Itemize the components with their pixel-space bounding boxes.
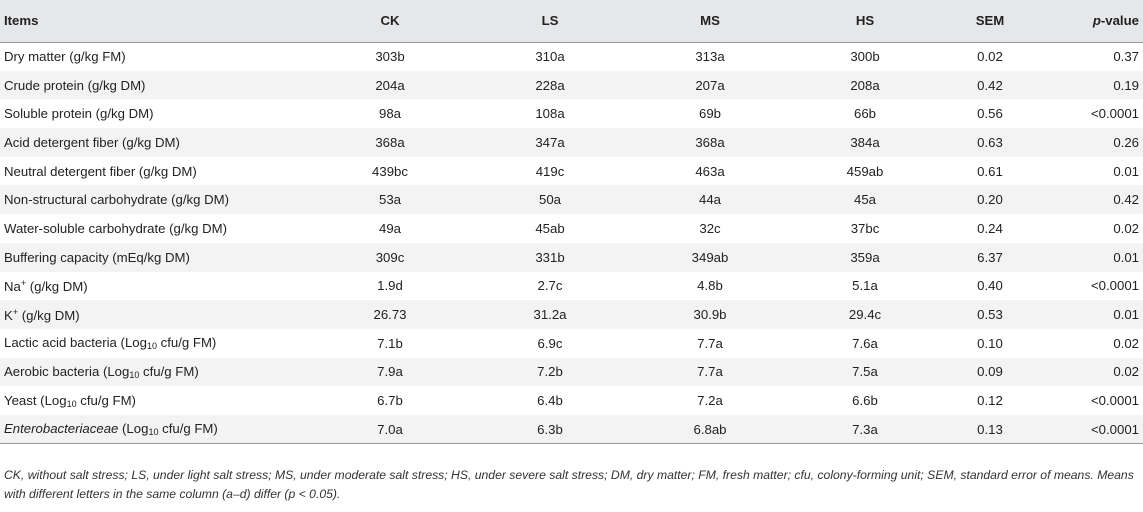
cell-ck: 53a [378,192,401,208]
item-label [0,329,310,358]
cell-sem: 0.53 [977,307,1003,323]
item-label-prefix: Na [4,278,21,294]
cell-ls: 45ab [535,220,565,236]
cell-ck: 303b [375,49,405,65]
item-label-subscript: 10 [148,427,159,438]
cell-sem: 0.12 [977,393,1003,409]
cell-ck: 309c [375,249,405,265]
cell-sem: 0.13 [940,415,1040,444]
item-label [0,42,310,71]
cell-p-value: 0.01 [1113,307,1139,323]
item-label-prefix: Neutral detergent fiber (g/kg DM) [4,163,197,179]
cell-ms: 32c [699,220,721,236]
item-label-subscript: 10 [146,341,157,352]
cell-ls: 108a [535,106,565,122]
item-label-suffix: cfu/g FM) [139,363,199,379]
table-row [0,42,1143,71]
cell-ck: 204a [375,77,405,93]
cell-ck: 7.9a [377,364,403,380]
cell-sem: 0.24 [977,220,1003,236]
cell-sem: 0.20 [977,192,1003,208]
table-row [0,71,1143,100]
cell-sem: 0.61 [977,163,1003,179]
cell-hs: 7.6a [852,335,878,351]
cell-ls: 6.3b [470,415,630,444]
header-row [0,0,1143,42]
cell-p-value: <0.0001 [1090,106,1139,122]
cell-ms: 7.2a [697,393,723,409]
header-p-value [1040,0,1143,42]
table-row [0,272,1143,301]
cell-ms: 4.8b [697,278,723,294]
item-label-suffix: cfu/g FM) [156,335,217,351]
table-row [0,386,1143,415]
cell-p-value: 0.01 [1113,163,1139,179]
cell-hs: 384a [850,134,880,150]
cell-p-value: <0.0001 [1090,278,1139,294]
table-row [0,99,1143,128]
cell-p-value: 0.02 [1113,335,1139,351]
header-ck: CK [310,0,470,42]
cell-ck: 98a [378,106,401,122]
item-label [0,243,310,272]
item-label-prefix: Lactic acid bacteria (Log [4,335,147,351]
cell-hs: 37bc [850,220,880,236]
cell-p-value: 0.19 [1113,77,1139,93]
cell-sem: 0.02 [977,49,1003,65]
table-row [0,157,1143,186]
cell-p-value: 0.02 [1113,364,1139,380]
cell-p-value: 0.37 [1113,49,1139,65]
cell-p-value: <0.0001 [1090,393,1139,409]
item-label [0,386,310,415]
cell-ms: 7.7a [697,335,723,351]
item-label-prefix: Yeast (Log [4,392,67,408]
item-label-prefix: Aerobic bacteria (Log [4,363,130,379]
item-label [0,358,310,387]
header-p-suffix: -value [1100,13,1139,29]
cell-ms: 30.9b [693,307,727,323]
cell-ls: 2.7c [537,278,563,294]
item-label-italic: Enterobacteriaceae [4,421,119,437]
item-label-prefix: Water-soluble carbohydrate (g/kg DM) [4,220,228,236]
cell-ck: 368a [375,134,405,150]
header-ls: LS [470,0,630,42]
item-label-subscript: 10 [129,369,140,380]
item-label-suffix: cfu/g FM) [158,421,218,437]
item-label-prefix: Buffering capacity (mEq/kg DM) [4,249,190,265]
cell-hs: 208a [850,77,880,93]
header-hs: HS [790,0,940,42]
cell-p-value: 0.01 [1113,249,1139,265]
table-body [0,42,1143,444]
table-row [0,214,1143,243]
item-label-prefix: Non-structural carbohydrate (g/kg DM) [4,192,229,208]
item-label-prefix: K [4,307,13,323]
item-label-suffix: (g/kg DM) [18,307,80,323]
cell-hs: 359a [850,249,880,265]
header-sem: SEM [940,0,1040,42]
table-header [0,0,1143,42]
item-label-prefix: Dry matter (g/kg FM) [4,49,126,65]
table-footnote: CK, without salt stress; LS, under light salt stress; MS, under moderate salt stress; HS, under severe salt stress; DM, dry matter; FM, fresh matter; cfu, colony-forming unit; SEM, standard error of means. Means with different letters in the same column (a–d) differ (p < 0.05). [4,468,1134,501]
item-label-prefix: Crude protein (g/kg DM) [4,77,146,93]
item-label [0,272,310,301]
cell-hs: 7.3a [790,415,940,444]
cell-ms: 368a [695,134,725,150]
table-row [0,329,1143,358]
cell-ms: 44a [698,192,721,208]
cell-hs: 300b [850,49,880,65]
item-label [0,157,310,186]
cell-ck: 439bc [372,163,408,179]
cell-hs: 7.5a [852,364,878,380]
cell-ls: 310a [535,49,565,65]
cell-hs: 66b [853,106,876,122]
table-row [0,415,1143,444]
item-label-superscript: + [20,277,27,288]
cell-ms: 7.7a [697,364,723,380]
item-label-suffix: (g/kg DM) [26,278,88,294]
cell-ls: 6.9c [537,335,563,351]
cell-sem: 0.42 [977,77,1003,93]
cell-ck: 1.9d [377,278,403,294]
cell-ls: 31.2a [533,307,567,323]
cell-ls: 347a [535,134,565,150]
cell-hs: 459ab [846,163,884,179]
header-ms: MS [630,0,790,42]
cell-sem: 0.10 [977,335,1003,351]
cell-hs: 5.1a [852,278,878,294]
item-label-prefix: Acid detergent fiber (g/kg DM) [4,134,180,150]
cell-ms: 349ab [691,249,729,265]
cell-sem: 0.63 [977,134,1003,150]
cell-ls: 331b [535,249,565,265]
table-row [0,128,1143,157]
cell-ls: 6.4b [537,393,563,409]
item-label [0,415,310,444]
cell-ck: 7.0a [310,415,470,444]
cell-ck: 26.73 [373,307,407,323]
cell-hs: 6.6b [852,393,878,409]
cell-ls: 50a [538,192,561,208]
header-p-italic: p [1092,13,1101,29]
item-label [0,99,310,128]
cell-ck: 6.7b [377,393,403,409]
header-items: Items [0,0,310,42]
cell-sem: 6.37 [977,249,1003,265]
item-label-subscript: 10 [66,398,77,409]
cell-sem: 0.09 [977,364,1003,380]
cell-sem: 0.56 [977,106,1003,122]
table-row [0,185,1143,214]
cell-ms: 6.8ab [630,415,790,444]
item-label-prefix: Soluble protein (g/kg DM) [4,106,154,122]
item-label-suffix: cfu/g FM) [76,392,136,408]
cell-ck: 49a [378,220,401,236]
cell-ls: 419c [535,163,565,179]
table-row [0,300,1143,329]
cell-ls: 228a [535,77,565,93]
cell-ls: 7.2b [537,364,563,380]
item-label-superscript: + [12,306,19,317]
cell-ms: 207a [695,77,725,93]
cell-p-value: 0.02 [1113,220,1139,236]
cell-p-value: 0.42 [1113,192,1139,208]
item-label [0,128,310,157]
cell-ck: 7.1b [377,335,403,351]
cell-p-value: <0.0001 [1040,415,1143,444]
item-label [0,300,310,329]
table-row [0,358,1143,387]
cell-hs: 29.4c [848,307,882,323]
cell-ms: 313a [695,49,725,65]
item-label-prefix: (Log [118,421,149,437]
cell-p-value: 0.26 [1113,134,1139,150]
cell-ms: 69b [698,106,721,122]
table-row [0,243,1143,272]
cell-hs: 45a [853,192,876,208]
item-label [0,185,310,214]
cell-ms: 463a [695,163,725,179]
item-label [0,214,310,243]
item-label [0,71,310,100]
cell-sem: 0.40 [977,278,1003,294]
